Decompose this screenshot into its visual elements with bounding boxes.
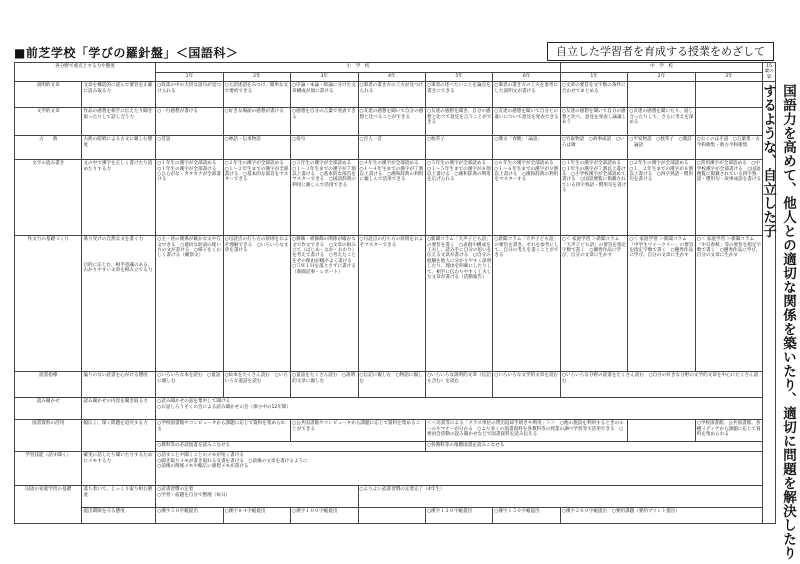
row-label-toshokan: 図書資料の活用 (15, 420, 82, 452)
cell: ○友達の感想を聞いて自分との違いについて意見を発表できる (493, 108, 560, 136)
cell: ○俳句 (291, 136, 358, 160)
grade-header: 4年 (358, 72, 425, 82)
cell: ○漢字１５０字帳提出 (493, 508, 560, 524)
cell: ○句読点の打ち方の原則をおよそ理解できる ○いろいろな文章を書ける (223, 236, 290, 372)
grade-header: 1年 (560, 72, 627, 82)
row-sub-koten: 古典の暗唱による古文に親しむ態度 (82, 136, 156, 160)
cell: ○新聞コラム「天声子ども語」の要旨を書き、それを参考にして、自分の考えを書くことができる (493, 236, 560, 372)
cell-span: ＜＜司書等による「クラス単位の貸出返却手続きや利用」＞＞ ○他の施設を利用するときのルールやマナーが分かる ○より多くの図書資料を各教科等の授業の調べ学習等で活用できる ○委員会活動の読み聞かせなどで図書資料を読み伝える (425, 420, 627, 442)
grade-header: 5年 (425, 72, 492, 82)
cell: ○筆者の述べたいことを論点を書きにできる (425, 82, 492, 108)
cell-span: ○漢字２００字帳提出 ○要約課題（要約プリント提出） (560, 508, 762, 524)
cell: ○友達の感想を聞き、自分の感想と比べて意見を言うことができる (425, 108, 492, 136)
grade-header: 3年 (695, 72, 762, 82)
cell: ○＜ 家庭学習 ＞新聞コラム「天声子ども語」の要旨を指定字数で書く ○優秀作品に学び、自分の文章に生かす (560, 236, 627, 372)
cell: ○漢字１００字帳提出 (291, 508, 358, 524)
cell: ○平家物語 ○枕草子 ○漢詩 論語 (628, 136, 695, 160)
age15-header: 15歳の姿 (764, 64, 774, 80)
row-label-bungaku: 文学的文章 (15, 108, 82, 136)
cell: ○いろいろな本を読む ○童話に親しむ (156, 372, 223, 398)
row-label-gakushu: 学習技能（話す聞く） (15, 452, 82, 486)
cell: ○新聞コラム「天声子ども語」の要旨を書く ○表現や構成を工夫し、読み手に自分の思いを伝える文章が書ける ○自分の経験を他人に分かりやすく説明したり、理由を明確にしたりして、相手に伝わりやすく工夫した文章が書ける（活動報告） (425, 236, 492, 372)
cell: ○段落の中の大切な語句が見つけられる (156, 82, 223, 108)
cell: ○友達の感想を聞いたり、話し合ったりして、さらに考えを深める (628, 108, 695, 136)
cell: ○神話・伝承物語 (223, 136, 290, 160)
gakushu-line-3: ○前後の関係メモや幅広い感想メモが書ける (157, 464, 249, 470)
cell: ○好きな場面の感想が書ける (223, 108, 290, 136)
row-sub-setsumei: 文章を構造的に読んで要旨を正確に読み取る力 (82, 82, 156, 108)
cell: ○句読点の打ち方の原則をおよそマスターできる (358, 236, 425, 372)
cell-span: ○公共図書館やコンピュータから課題に応じて資料を集めることができる (291, 420, 426, 442)
cell: ○いろいろな説明的文章（伝記も含む）を読む (425, 372, 492, 398)
cell-span: ○よりよい読書習慣の定着完了（4年生） (358, 486, 763, 508)
cell: ○伝記に親しむ ○物語に親しむ (358, 372, 425, 398)
motto-box: 自立した学習者を育成する授業をめざして (547, 42, 774, 61)
cell: ○１年生の漢字が全部読める ○１年生の漢字が全部書ける ○ひらがな・カタカナが全部書ける (156, 160, 223, 236)
cell: ○おくのほそ道 ○万葉集・古今和歌集・新古今和歌集 (695, 136, 762, 160)
cell: ○筆者の書き方の工夫が見つけられる (358, 82, 425, 108)
cell: ○漢字１２０字帳提出 (425, 508, 492, 524)
row-label-koten: 古 典 (15, 136, 82, 160)
cell: ○昔話 (156, 136, 223, 160)
cell: ○４年生の漢字が全部読める ○１〜４年生までの漢字が７割以上書ける ○漢和辞典の利用に親しんで活用できる (358, 160, 425, 236)
cell (628, 420, 695, 442)
cell: ○常用漢字が全部読める ○中学校漢字が全部書ける ○国語便覧に掲載されている四字熟語・慣用句・故事成語を書ける (695, 160, 762, 236)
row-label-sakubun: 作文力の基礎づくり (15, 236, 82, 372)
cell-span: ○いろいろな分野の読書をたくさん読む ○自分の好きな分野の文学的文章を中心にたくさん読む (560, 372, 762, 398)
cell: ○＜ 家庭学習 ＞新聞コラム「中日春秋」等の要旨を指定字数で書く ○優秀作品に学び、自分の文章に生かす (695, 236, 762, 372)
yomikikase-line-2: ○お話しろうそくの会による読み聞かせの会（保小中の12年間） (157, 404, 292, 410)
cell: ○６年生の漢字が全部読める ○１〜６年生までの漢字が９割以上書ける ○漢和辞典の利用をマスターする (493, 160, 560, 236)
row-label-yomikikase: 読み聞かせ (15, 398, 82, 420)
grade-header: 2年 (628, 72, 695, 82)
grade-header: 2年 (223, 72, 290, 82)
cell (695, 82, 762, 108)
gakushu-line-1: ○話すことや聞くことのメモが短く書ける (157, 453, 244, 459)
row-sub-yomikikase: 読み聞かせの内容を聞き取る力 (82, 398, 156, 420)
cell-span (156, 452, 763, 486)
page-title: ■前芝学校「学びの羅針盤」＜国語科＞ (14, 46, 239, 60)
row-sub-toshokan: 幅広く、深く問題を追究する力 (82, 420, 156, 452)
katei-line-1a: ○読書習慣の定着 (157, 487, 194, 493)
cell: ○感想を自分の言葉で発表できる (291, 108, 358, 136)
gakushu-line-2: ○聞き取りメモが書き取れる文書を書ける ○前後の文章を書けるように (157, 458, 308, 464)
cell: ○＜ 家庭学習 ＞新聞コラム「中学生ウイークリー」の要旨を指定字数で書く ○優秀作品に学び、自分の文章に生かす (628, 236, 695, 372)
cell-span: ○各教科等の推薦図書を読みこなせる (425, 442, 762, 452)
cell: ○漢字５０字帳提出 (156, 508, 223, 524)
cell: ○２年生の漢字が全部読める ○１、２年生までの漢字が８割以上書ける ○四字熟語・慣用句を書ける (628, 160, 695, 236)
cell: ○学校図書館、公共図書館、各種メディアから課題に応じて資料を集められる (695, 420, 762, 442)
row-sub-gakushu: 確実に話したり聞いたりするためにメモする力 (82, 452, 156, 486)
side-banner: 国語力を高めて、他人との適切な関係を築いたり、適切に問題を解決したりするような、自立した子 (760, 84, 796, 560)
cell-span (156, 398, 763, 420)
cell: ○友達の感想を聞いて自分の感想と比べ、意見を発表し論議しあう (560, 108, 627, 136)
cell: ○文章の要旨を文字数の条件に合わせてまとめる (560, 82, 627, 108)
row-label-setsumei: 説明的文章 (15, 82, 82, 108)
row-sub-moji: 文の中で漢字を正しく書けたり読めたりする力 (82, 160, 156, 236)
cell: ○３年生の漢字が全部読める ○１〜３年生までの漢字が７割以上書ける ○基本的な部首をマスターできる ○国語辞典の利用に親しんで活用できる (291, 160, 358, 236)
cell: ○筆者の書き方の工夫を参考にした説明文が書ける (493, 82, 560, 108)
cell: ○童話をたくさん読む ○説明的文章に親しむ (291, 372, 358, 398)
cell: ○友達の感想を聞いて自分の感想と比べることができる (358, 108, 425, 136)
cell (695, 108, 762, 136)
junior-high-header: 中 学 校 (560, 63, 762, 73)
row-sub-bungaku: 作品の感想を相手に伝えたり聞き取ったりして話し合う力 (82, 108, 156, 136)
cell: ○竹取物語 ○故事成語 ○いろは歌 (560, 136, 627, 160)
cell: ○修飾・被修飾の関係が確かな文で作文できる ○文章の組み立て（はじめ・なか・おわり）を考えて書ける ○考えたことをその理由が順序よく書ける ○５Ｗ１Ｈを落とさずに書ける（新聞記事・レポート） (291, 236, 358, 372)
row-sub-katei-2: 提出期限を守る態度 (82, 508, 156, 524)
yomikikase-line-1: ○読み聞かせの話を集中して聞ける (157, 399, 231, 405)
row-sub-katei-1: 落ち着いて、じっくり取り組む態度 (82, 486, 156, 508)
cell: ○序論・本論・結論に分けた文章構成が図に書ける (291, 82, 358, 108)
cell (628, 82, 695, 108)
cell: ○主・述の関係が確かな文や在文できる ○適切な助詞の使い方の文が書ける ○様子をくわしく書ける（観察文） (156, 236, 223, 372)
row-sub-sakubun (82, 236, 156, 372)
header-corner: 各分野で重点とする力や態度 (15, 63, 156, 82)
cell (358, 508, 425, 524)
row-label-moji: 文字の読み書き (15, 160, 82, 236)
grade-header: 1年 (156, 72, 223, 82)
grade-header: 3年 (291, 72, 358, 82)
row-sub-sakubun-2: 目的に応じた、相手意識のある、わかりやすい文章を組み立てる力 (83, 262, 153, 274)
cell: ○１年生の漢字が全部読める ○１年生の漢字が７割以上書ける ○小学校漢字が全部読めて書ける ○国語便覧に掲載されている四字熟語・慣用句を書ける (560, 160, 627, 236)
cell: ○百人一首 (358, 136, 425, 160)
cell: ○絵本をたくさん読む ○いろいろな童話を読む (223, 372, 290, 398)
cell: ○主語述語をみつけ、簡単な文で要約できる (223, 82, 290, 108)
cell-span: ○学校図書館やコンピュータから課題に応じて資料を集められる (156, 420, 291, 442)
row-sub-dokusho: 偏りのない読書を心がける態度 (82, 372, 156, 398)
cell-span (156, 486, 358, 508)
row-sub-sakubun-1: 係り受けの自然な文を書く力 (83, 237, 144, 243)
elementary-header: 小 学 校 (156, 63, 561, 73)
row-label-katei: 国語の家庭学習の基礎 (15, 486, 82, 524)
compass-table (14, 62, 776, 524)
cell: ○いろいろな文学的文章を読む (493, 372, 560, 398)
cell: ○２年生の漢字が全部読める ○１〜２年生までの漢字が全部書ける ○基本的な部首をマスターできる (223, 160, 290, 236)
cell-span: ○教科等の必読図書を読みこなせる (156, 442, 426, 452)
cell: ○漢文「春暁」「論語」 (493, 136, 560, 160)
cell: ○漢字８４字帳提出 (223, 508, 290, 524)
cell: ○５年生の漢字が全部読める ○１〜５年生までの漢字が８割以上書ける ○漢和辞典の利用を広げられる (425, 160, 492, 236)
row-label-dokusho: 読書指導 (15, 372, 82, 398)
cell: ○一行感想が書ける (156, 108, 223, 136)
katei-line-1b: ○学習・宿題を自分で整理（毎日） (157, 492, 231, 498)
grade-header: 6年 (493, 72, 560, 82)
cell: ○枕草子 (425, 136, 492, 160)
